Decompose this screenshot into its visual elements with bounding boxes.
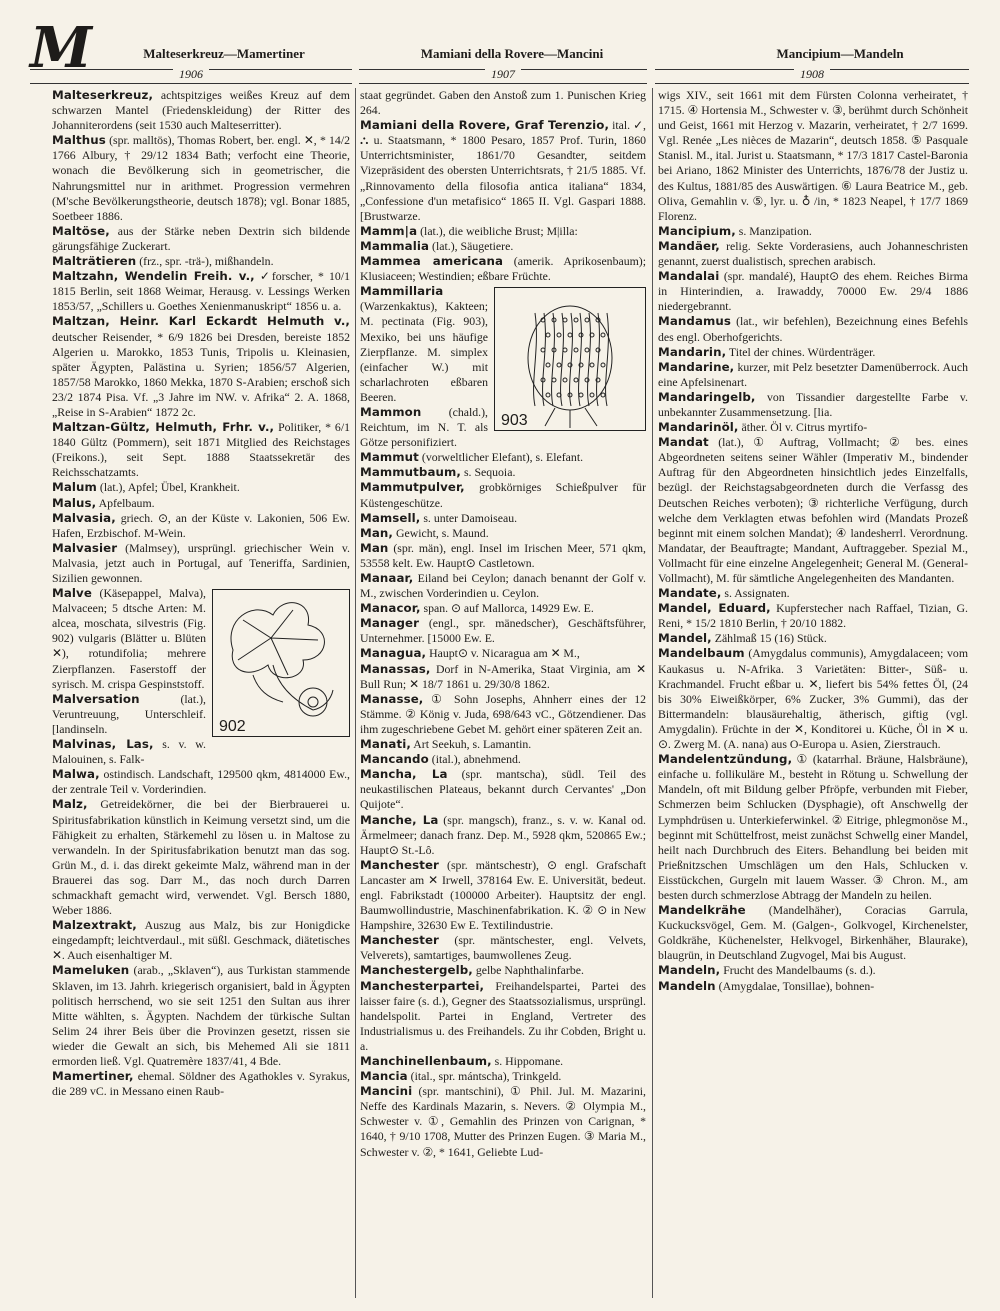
entry-text: (Käsepappel, Malva), Malvaceen; 5 dtsche Arten: M. alcea, moschata, silvestris (Fig. 902) vulgaris (Blätter u. Blüten ✕), rotundifolia; mehrere Zierpflanzen. Faserstoff der syrisch. M. crispa Gespinststoff.	[52, 586, 207, 691]
entry-text: (vorweltlicher Elefant), s. Elefant.	[421, 450, 584, 465]
entry-headword: Manassas,	[360, 661, 431, 676]
entry-headword: Malus,	[52, 495, 97, 510]
entry-headword: Mammillaria	[360, 284, 444, 299]
entry-text: Apfelbaum.	[98, 495, 155, 510]
dictionary-entry	[360, 1069, 646, 1084]
dictionary-entry	[658, 631, 968, 646]
entry-headword: Manacor,	[360, 601, 421, 616]
entry-headword: Mandate,	[658, 586, 722, 601]
entry-text: relig. Sekte Vorderasiens, auch Johanneschristen genannt, zuerst dualistisch, sprechen arabisch.	[658, 238, 968, 269]
entry-headword: Mandel,	[658, 631, 712, 646]
dictionary-entry	[658, 345, 968, 360]
entry-text: (engl., spr. mänedscher), Geschäftsführer, Unternehmer. [15000 Ew. E.	[360, 616, 646, 646]
text-column-3	[658, 88, 968, 1298]
entry-text: Kupferstecher nach Raffael, Tizian, G. Reni, * 15/2 1810 Berlin, † 20/10 1882.	[658, 601, 968, 631]
entry-text: (Amygdalae, Tonsillae), bohnen-	[718, 978, 875, 993]
dictionary-entry	[360, 737, 646, 752]
dictionary-entry	[360, 526, 646, 541]
entry-text: (spr. mantschini), ① Phil. Jul. M. Mazarini, Neffe des Kardinals Mazarin, s. Nevers. ② Olympia M., Schwester v. ①, Gemahlin des Prinzen von Carignan, * 1640, † 9/10 1708, Mutter des Prinzen Eugen. ③ Maria M., Schwester v. ②, * 1641, Geliebte Lud-	[360, 1084, 646, 1159]
dictionary-entry	[658, 224, 968, 239]
entry-text: kurzer, mit Pelz besetzter Damenüberrock. Auch eine Apfelsinenart.	[658, 359, 968, 389]
entry-text: ① Sohn Josephs, Ahnherr eines der 12 Stämme. ② König v. Juda, 698/643 vC., Götzendiener. Das ihm zugeschriebene Gebet M. gehört einer späteren Zeit an.	[360, 691, 646, 736]
dictionary-entry	[360, 979, 646, 1054]
entry-headword: Malve	[52, 586, 92, 601]
dictionary-entry	[360, 224, 646, 239]
dictionary-entry	[360, 963, 646, 978]
entry-text: (ital., spr. mántscha), Trinkgeld.	[410, 1069, 562, 1084]
entry-text: Zählmaß 15 (16) Stück.	[714, 631, 827, 646]
column-divider-1	[355, 88, 356, 1298]
entry-text: span. ⊙ auf Mallorca, 14929 Ew. E.	[423, 601, 594, 616]
entry-text: ital. ✓, ⛬ u. Staatsmann, * 1800 Pesaro, 1857 Prof. Turin, 1860 Unterrichtsminister, 1861/70 Gesandter, seitdem Vizepräsident des obersten Unterrichtsrats, † 21/5 1885. Vf. „Rinnovamento della filosofia antica italiana“ 1834, „Confessione d'un metafisico“ 1865 II. Vgl. Gaspari 1888. [Brustwarze.	[360, 118, 646, 223]
dictionary-entry	[658, 752, 968, 903]
entry-text: (frz., spr. -trä-), mißhandeln.	[139, 254, 274, 269]
dictionary-entry	[658, 963, 968, 978]
entry-text: ehemal. Söldner des Agathokles v. Syrakus, die 289 vC. in Messano einen Raub-	[52, 1069, 350, 1099]
entry-text: aus der Stärke neben Dextrin sich bildende gärungsfähige Zuckerart.	[52, 223, 350, 253]
dictionary-entry	[52, 737, 350, 767]
figure-903-number: 903	[501, 412, 528, 430]
column-number-1: 1906	[173, 67, 209, 82]
dictionary-entry	[360, 752, 646, 767]
entry-headword: Manasse,	[360, 691, 424, 706]
entry-headword: Malteserkreuz,	[52, 88, 154, 102]
entry-headword: Man	[360, 540, 389, 555]
dictionary-entry	[360, 254, 646, 284]
entry-headword: Mancia	[360, 1069, 408, 1084]
entry-text: s. unter Damoiseau.	[423, 510, 518, 525]
dictionary-entry	[360, 511, 646, 526]
dictionary-entry	[52, 963, 350, 1069]
dictionary-entry	[52, 420, 350, 480]
dictionary-entry	[658, 903, 968, 963]
entry-text: (lat.), Apfel; Übel, Krankheit.	[99, 480, 240, 495]
dictionary-entry	[360, 601, 646, 616]
column-number-3: 1908	[794, 67, 830, 82]
entry-headword: Malz,	[52, 797, 88, 812]
dictionary-entry	[658, 646, 968, 752]
dictionary-entry	[658, 88, 968, 224]
entry-text: Freihandelspartei, Partei des laisser faire (s. d.), Gegner des Staatssozialismus, ursprüngl. handelspolit. Partei in England, Vertreter des Industrialismus u. des Freihandels. Zu ihr Cobden, Bright u. a.	[360, 978, 646, 1053]
entry-text: (ital.), abnehmend.	[431, 752, 521, 767]
entry-headword: Manager	[360, 616, 420, 631]
entry-text: s. Assignaten.	[724, 586, 790, 601]
entry-headword: Mandelbaum	[658, 646, 745, 661]
entry-headword: Mammut	[360, 450, 419, 465]
dictionary-entry	[360, 692, 646, 737]
entry-headword: Malvasia,	[52, 510, 116, 525]
dictionary-entry	[52, 1069, 350, 1099]
entry-headword: Malvinas, Las,	[52, 737, 154, 752]
entry-text: Haupt⊙ v. Nicaragua am ✕ M.,	[429, 646, 580, 661]
entry-headword: Mammutbaum,	[360, 465, 461, 480]
entry-text: Dorf in N-Amerika, Staat Virginia, am ✕ Bull Run; ✕ 18/7 1861 u. 29/30/8 1862.	[360, 661, 646, 691]
dictionary-entry	[52, 314, 350, 420]
entry-text: Frucht des Mandelbaums (s. d.).	[723, 963, 876, 978]
entry-text: (Malmsey), ursprüngl. griechischer Wein v. Malvasia, jetzt auch in Portugal, auf Teneriffa, Sardinien, Sizilien gewonnen.	[52, 540, 350, 585]
text-column-1	[52, 88, 350, 1298]
dictionary-entry	[658, 586, 968, 601]
entry-text: (lat.), die weibliche Brust; M|illa:	[420, 223, 578, 238]
figure-903-illustration	[494, 287, 646, 431]
dictionary-entry	[360, 450, 646, 465]
entry-text: (Mandelhäher), Coracias Garrula, Kuckucksvögel, Gem. M. (Galgen-, Golkvogel, Kirchenelster, Goldkrähe, Küchenelster, Helkvogel, Birkenhäher, Blaurake), blaugrün, in Deutschland Zugvogel, Mai bis August.	[658, 903, 968, 963]
section-letter: M	[30, 15, 92, 81]
dictionary-entry	[360, 541, 646, 571]
dictionary-entry	[360, 662, 646, 692]
entry-text: staat gegründet. Gaben den Anstoß zum 1. Punischen Krieg 264.	[360, 88, 646, 118]
entry-text: (spr. mandalé), Haupt⊙ des ehem. Reiches Birma in Hinterindien, a. Irawaddy, 70000 Ew. 29/4 1886 niedergebrannt.	[658, 269, 968, 314]
dictionary-entry	[658, 420, 968, 435]
entry-text: ① (katarrhal. Bräune, Halsbräune), einfache u. follikuläre M., besteht in Rötung u. Schwellung der Mandeln, oft mit Bildung gelber Pfröpfe, verbunden mit Fieber, Schmerzen beim Schlucken (Dysphagie), oft Anschwellg der Lymphdrüsen u. Unterkieferwinkel. ② Eitrige, phlegmonöse M., beginnt mit Schüttelfrost, meist zunächst Schwellg einer Mandel, heilt nach Durchbruch des Eiters. Behandlung bei beiden mit Prießnitzschen Umschlägen um den Hals, Schlucken v. Eisstückchen, Gurgeln mit lauem Wasser. ③ Chron. M., am besten durch schmerzlose Abtragg der Mandeln zu heilen.	[658, 752, 968, 902]
dictionary-entry	[360, 616, 646, 646]
entry-headword: Mamm|a	[360, 223, 418, 238]
entry-headword: Manchester	[360, 933, 439, 948]
entry-headword: Malvasier	[52, 540, 118, 555]
dictionary-entry	[658, 435, 968, 586]
entry-text: (amerik. Aprikosenbaum); Klusiaceen; Westindien; eßbare Früchte.	[360, 254, 646, 284]
entry-text: (spr. män), engl. Insel im Irischen Meer, 571 qkm, 53558 kelt. Ew. Haupt⊙ Castletown.	[360, 540, 646, 570]
dictionary-entry	[360, 239, 646, 254]
entry-headword: Manchester	[360, 857, 439, 872]
dictionary-entry	[52, 767, 350, 797]
entry-text: (lat.), Säugetiere.	[432, 238, 514, 253]
entry-headword: Mandaringelb,	[658, 389, 756, 404]
entry-headword: Manchinellenbaum,	[360, 1054, 492, 1068]
figure-902-number: 902	[219, 718, 246, 735]
dictionary-entry	[658, 979, 968, 994]
dictionary-entry	[360, 858, 646, 933]
entry-headword: Mandat	[658, 435, 709, 450]
entry-text: (lat., wir befehlen), Bezeichnung eines Befehls des engl. Oberhofgerichts.	[658, 314, 968, 344]
entry-headword: Man,	[360, 525, 393, 540]
entry-text: deutscher Reisender, * 6/9 1826 bei Dresden, bereiste 1852 Algerien u. Marokko, 1853 Tunis, Tripolis u. Kleinasien, später Ägypten, Palästina u. Syrien; 1856/57 Algerien, 1857/58 Marokko, 1860 Mekka, 1870 S-Arabien; erschoß sich 23/2 1874 Pisa. Vf. „3 Jahre im NW. v. Afrika“ 2. A. 1868, „Reise in S-Arabien“ 1872 2c.	[52, 329, 350, 419]
dictionary-entry	[658, 360, 968, 390]
entry-headword: Maltzan-Gültz, Helmuth, Frhr. v.,	[52, 420, 275, 435]
text-column-2	[360, 88, 646, 1298]
entry-text: (spr. mäntschestr), ⊙ engl. Grafschaft Lancaster am ✕ Irwell, 378164 Ew. E. Universität, bedeut. engl. Fabrikstadt (100000 Arbeiter). Hauptsitz der engl. Baumwollindustrie, Maschinenfabrikation. K. ② ⊙ in New Hampshire, 32630 Ew E. Textilindustrie.	[360, 857, 646, 933]
dictionary-entry	[360, 1084, 646, 1159]
dictionary-entry	[360, 813, 646, 858]
entry-headword: Mandeln,	[658, 963, 721, 978]
dictionary-entry	[52, 224, 350, 254]
entry-text: (spr. mäntschester, engl. Velvets, Velverets), samtartiges, baumwollenes Zeug.	[360, 933, 646, 963]
column-divider-2	[652, 88, 653, 1298]
entry-text: (spr. mangsch), franz., s. v. w. Kanal od. Ärmelmeer; danach franz. Dep. M., 5928 qkm, 520865 Ew.; Haupt⊙ St.-Lô.	[360, 812, 646, 857]
entry-text: s. v. w. Malouinen, s. Falk-	[52, 737, 206, 767]
column-number-bar-1	[30, 69, 352, 84]
entry-text: s. Hippomane.	[494, 1054, 564, 1068]
column-number-bar-2	[359, 69, 647, 84]
entry-headword: Mammea americana	[360, 254, 504, 269]
entry-headword: Malversation	[52, 691, 140, 706]
entry-headword: Mancini	[360, 1084, 413, 1099]
entry-text: Gewicht, s. Maund.	[395, 525, 489, 540]
entry-headword: Mandel, Eduard,	[658, 601, 771, 616]
dictionary-entry	[52, 480, 350, 495]
entry-headword: Mandäer,	[658, 238, 720, 253]
entry-text: Auszug aus Malz, bis zur Honigdicke eingedampft; leichtverdaul., mit süßl. Geschmack, diätetisches ✕. Auch eisenhaltiger M.	[52, 918, 350, 963]
entry-headword: Mancando	[360, 752, 429, 767]
dictionary-entry	[360, 933, 646, 963]
figure-903-drawing	[495, 288, 645, 430]
entry-headword: Maltzahn, Wendelin Freih. v.,	[52, 269, 255, 284]
entry-headword: Mandamus	[658, 314, 732, 329]
entry-text: (lat.), ① Auftrag, Vollmacht; ② bes. eines Abgeordneten seitens seiner Wähler (Imperativ M., bindender Auftrag für den Abgeordneten hinsichtlich jedes Einzelfalls, bezügl. der Reichstagsabgeordneten durch die Verfassg des Deutschen Reiches verboten); ③ richterliche Verfügung, durch welche dem Verklagten etwas befohlen wird (Mandats Prozeß beginnt mit einem solchen Mandat); ④ landesherrl. Verordnung. Mandatar, der Beauftragte; Mandant, Auftraggeber. Spezial M., Vollmacht für eine einzelne Angelegenheit; General M. (General-Vollmacht), M. für sämtliche Angelegenheiten des Mandanten.	[658, 435, 968, 585]
entry-text: gelbe Naphthalinfarbe.	[475, 963, 584, 978]
entry-text: (chald.), Reichtum, im N. T. als Götze personifiziert.	[360, 404, 488, 450]
column-number-2: 1907	[485, 67, 521, 82]
entry-headword: Mandarine,	[658, 359, 735, 374]
entry-headword: Malthus	[52, 133, 106, 148]
dictionary-entry	[360, 571, 646, 601]
entry-text: Titel der chines. Würdenträger.	[728, 344, 876, 359]
entry-text: (spr. mantscha), südl. Teil des neukastilischen Plateaus, bekannt durch Cervantes' „Don Quijote“.	[360, 767, 646, 812]
dictionary-entry	[52, 511, 350, 541]
dictionary-entry	[658, 601, 968, 631]
entry-headword: Mandelentzündung,	[658, 752, 793, 767]
entry-text: s. Manzipation.	[738, 223, 812, 238]
entry-headword: Maltöse,	[52, 223, 110, 238]
entry-headword: Mameluken	[52, 963, 130, 978]
entry-text: s. Sequoia.	[463, 465, 516, 480]
dictionary-entry	[360, 1054, 646, 1069]
entry-headword: Mamsell,	[360, 510, 421, 525]
entry-text: griech. ⊙, an der Küste v. Lakonien, 506 Ew. Hafen, Erzbischof. M-Wein.	[52, 510, 350, 540]
entry-headword: Mancipium,	[658, 223, 736, 238]
entry-text: (Amygdalus communis), Amygdalaceen; vom Kaukasus u. N-Afrika. 3 Varietäten: Bitter-, Süß- u. Krachmandel. Frucht eßbar u. ✕, liefert bis 54% fettes Öl, (24 bis 30% Eiweißkörper, 6% Zucker, 3% Gummi), das der Bittermandeln: blausäurehaltig, ätherisch, giftig (vgl. Amygdalin). Früchte in der ✕, Konditorei u. Küche, Öl in ✕ u. ⊙. Zwerg M. (A. nana) aus O-Europa u. Asien, Zierstrauch.	[658, 646, 968, 752]
entry-text: Politiker, * 6/1 1840 Gültz (Pommern), seit 1871 Mitglied des Reichstages (Freikons.), seit Sept. 1888 Staatssekretär des Reichsschatzamts.	[52, 420, 350, 480]
entry-text: ✓forscher, * 10/1 1815 Berlin, seit 1868 Weimar, Herausg. v. Lessings Werken 1853/57, „Schillers u. Goethes Xenienmanuskript“ 1856 u. a.	[52, 269, 350, 314]
entry-headword: Mandalai	[658, 269, 720, 284]
entry-headword: Mancha, La	[360, 767, 448, 782]
entry-headword: Mandelkrähe	[658, 903, 746, 918]
column-number-bar-3	[655, 69, 969, 84]
dictionary-entry	[658, 269, 968, 314]
entry-text: grobkörniges Schießpulver für Küstengeschütze.	[360, 480, 646, 510]
dictionary-entry	[658, 314, 968, 344]
entry-text: äther. Öl v. Citrus myrtifo-	[741, 420, 868, 435]
dictionary-entry	[360, 767, 646, 812]
entry-headword: Manche, La	[360, 812, 439, 827]
dictionary-entry	[52, 918, 350, 963]
figure-902-drawing	[213, 590, 349, 736]
dictionary-entry	[52, 254, 350, 269]
dictionary-entry	[52, 496, 350, 511]
dictionary-entry	[360, 118, 646, 224]
dictionary-entry	[52, 797, 350, 918]
dictionary-entry	[360, 480, 646, 510]
entry-text: Getreidekörner, die bei der Bierbrauerei u. Spiritusfabrikation künstlich in Keimung versetzt sind, um die Fähigkeit zu erhalten, Stärkemehl zu lösen u. in Maltose zu verwandeln. In der Spiritusfabrikation benutzt man das sog. Grün M., d. i. das direkt gekeimte Malz, während man in der Brauerei das sog. Darr M., das noch durch Darren schmackhaft gemacht wird, verwendet. Vgl. Bersch 1880, Weber 1886.	[52, 797, 350, 918]
entry-headword: Mamiani della Rovere, Graf Terenzio,	[360, 118, 610, 133]
entry-text: achtspitziges weißes Kreuz auf dem schwarzen Mantel (Friedenskleidung) der Ritter des Johanniterordens (seit 1530 auch Malteserritter).	[52, 88, 350, 133]
dictionary-entry	[658, 390, 968, 420]
entry-text: (lat.), Veruntreuung, Unterschleif. [landinseln.	[52, 691, 206, 736]
entry-headword: Manaar,	[360, 571, 414, 585]
entry-text: ostindisch. Landschaft, 129500 qkm, 4814000 Ew., der zentrale Teil v. Vorderindien.	[52, 767, 350, 797]
entry-headword: Mandarinöl,	[658, 420, 739, 435]
entry-headword: Malwa,	[52, 767, 100, 782]
running-head-column-1: Malteserkreuz—Mamertiner	[143, 46, 305, 61]
dictionary-entry	[52, 541, 350, 586]
entry-headword: Malzextrakt,	[52, 918, 137, 933]
entry-text: (Warzenkaktus), Kakteen; M. pectinata (Fig. 903), Mexiko, bei uns häufige Zierpflanze. M. simplex (einfacher W.) mit scharlachroten eßbaren Beeren.	[360, 299, 488, 404]
entry-headword: Mammalia	[360, 238, 430, 253]
dictionary-entry	[52, 269, 350, 314]
entry-headword: Mammutpulver,	[360, 480, 465, 495]
entry-text: Eiland bei Ceylon; danach benannt der Golf v. M., zwischen Vorderindien u. Ceylon.	[360, 571, 646, 601]
figure-902-illustration	[212, 589, 350, 737]
dictionary-entry	[658, 239, 968, 269]
entry-headword: Mammon	[360, 404, 422, 419]
entry-headword: Malum	[52, 480, 97, 495]
entry-text: von Tissandier dargestellte Farbe v. unbekannter Zusammensetzung. [lia.	[658, 389, 968, 419]
dictionary-entry	[360, 88, 646, 118]
entry-text: (spr. malltös), Thomas Robert, ber. engl. ✕, * 14/2 1766 Albury, † 29/12 1834 Bath; verfocht eine Theorie, wonach die Bevölkerung sich in geometrischer, die Nahrungsmittel nur in arithmet. Progression vermehren (M'sche Bevölkerungstheorie, deutsch 1878); vgl. Bonar 1885, Soetbeer 1886.	[52, 133, 350, 223]
entry-headword: Manchesterpartei,	[360, 978, 485, 993]
dictionary-entry	[360, 646, 646, 661]
entry-headword: Managua,	[360, 646, 427, 661]
dictionary-entry	[360, 465, 646, 480]
entry-text: (arab., „Sklaven“), aus Turkistan stammende Sklaven, im 13. Jahrh. kriegerisch organisiert, bald in Ägypten politisch herrschend, wo sie seit 1251 den Sultan aus ihrer Mitte wählten, s. Ägypten. Nachdem der türkische Sultan Selim 24 ihrer Beis über die Provinzen gesetzt, rissen sie wieder die Gewalt an sich, bis Mehemed Ali sie 1811 ermorden ließ. Vgl. Quatremère 1837/41, 4 Bde.	[52, 963, 350, 1068]
entry-headword: Maltzan, Heinr. Karl Eckardt Helmuth v.,	[52, 314, 350, 329]
entry-headword: Mamertiner,	[52, 1069, 134, 1084]
entry-text: Art Seekuh, s. Lamantin.	[413, 737, 532, 752]
entry-headword: Malträtieren	[52, 254, 137, 269]
running-head-column-3: Mancipium—Mandeln	[776, 46, 904, 61]
entry-headword: Manati,	[360, 737, 411, 752]
entry-headword: Manchestergelb,	[360, 963, 473, 978]
entry-headword: Mandeln	[658, 978, 716, 993]
entry-text: wigs XIV., seit 1661 mit dem Fürsten Colonna verheiratet, † 1715. ④ Hortensia M., Schwester v. ③, berühmt durch Schönheit und Geist, 1661 mit Herzog v. Mazarin, verheiratet, † 2/7 1699. Vgl. Renée „Les nièces de Mazarin“, deutsch 1858. ⑤ Pasquale Stanisl. M., ital. Jurist u. Staatsmann, * 17/3 1817 Castel-Baronia bei Ariano, 1862 Minister des Unterrichts, 1876/78 der Justiz u. des Kultus, 1881/85 des Auswärtigen. ⑥ Laura Beatrice M., geb. Oliva, Gemahlin v. ⑤, lyr. u. ♁ /in, * 1823 Neapel, † 17/7 1869 Florenz.	[658, 88, 968, 223]
running-head-column-2: Mamiani della Rovere—Mancini	[420, 46, 604, 61]
entry-headword: Mandarin,	[658, 344, 727, 359]
dictionary-entry	[52, 133, 350, 224]
dictionary-entry	[52, 88, 350, 133]
